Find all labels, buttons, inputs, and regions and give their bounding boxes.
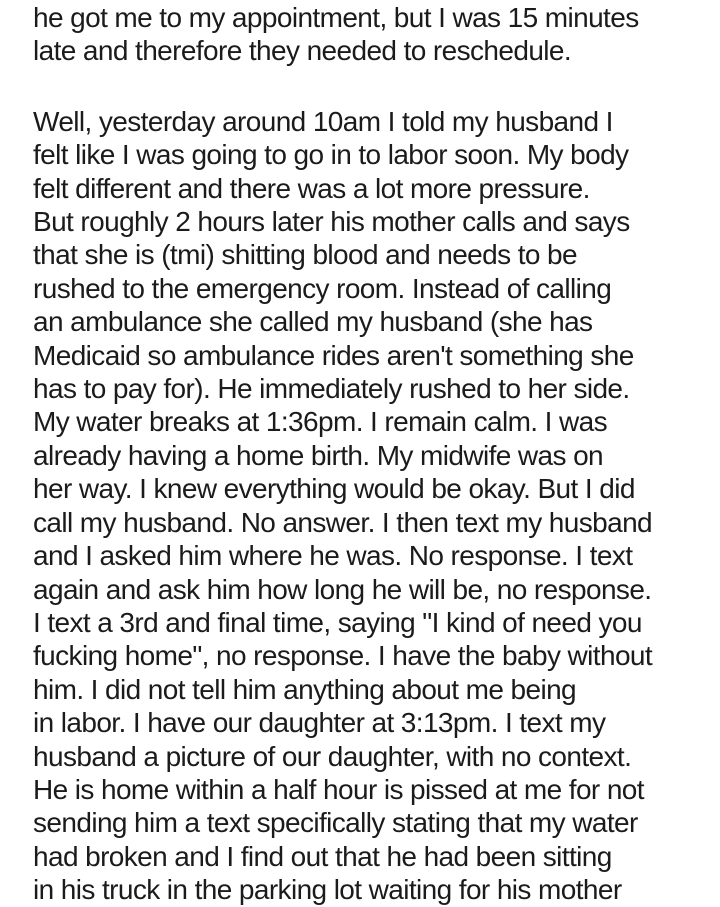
text-line: has to pay for). He immediately rushed to her side. [33,373,630,405]
text-line: I text a 3rd and final time, saying "I kind of need you [33,606,642,638]
text-line: Well, yesterday around 10am I told my husband I [33,105,613,137]
text-line: rushed to the emergency room. Instead of calling [33,272,612,304]
text-line: an ambulance she called my husband (she has [33,306,593,338]
text-line: her way. I knew everything would be okay. But I did [33,473,635,505]
text-line: and I asked him where he was. No response. I text [33,540,633,572]
text-line: that she is (tmi) shitting blood and needs to be [33,239,577,271]
text-line: him. I did not tell him anything about me being [33,673,577,705]
text-line: Medicaid so ambulance rides aren't something she [33,339,634,371]
text-line: husband a picture of our daughter, with no context. [33,740,632,772]
text-line: he got me to my appointment, but I was 15 minutes [33,2,639,33]
paragraph [33,1,690,68]
text-line: in his truck in the parking lot waiting for his mother [33,874,622,906]
text-line: My water breaks at 1:36pm. I remain calm. I was [33,406,608,438]
text-line: late and therefore they needed to reschedule. [33,35,572,67]
text-line: call my husband. No answer. I then text my husband [33,506,653,538]
text-line: sending him a text specifically stating that my water [33,807,638,839]
text-line: He is home within a half hour is pissed at me for not [33,773,644,805]
text-line: But roughly 2 hours later his mother calls and says [33,206,630,238]
text-line: in labor. I have our daughter at 3:13pm. I text my [33,707,606,739]
paragraph [33,105,690,907]
text-line: already having a home birth. My midwife was on [33,439,604,471]
text-line: felt like I was going to go in to labor soon. My body [33,139,629,171]
text-line: fucking home", no response. I have the baby without [33,640,653,672]
text-line: had broken and I find out that he had been sitting [33,840,612,872]
text-line: again and ask him how long he will be, no response. [33,573,652,605]
text-line: felt different and there was a lot more pressure. [33,172,590,204]
